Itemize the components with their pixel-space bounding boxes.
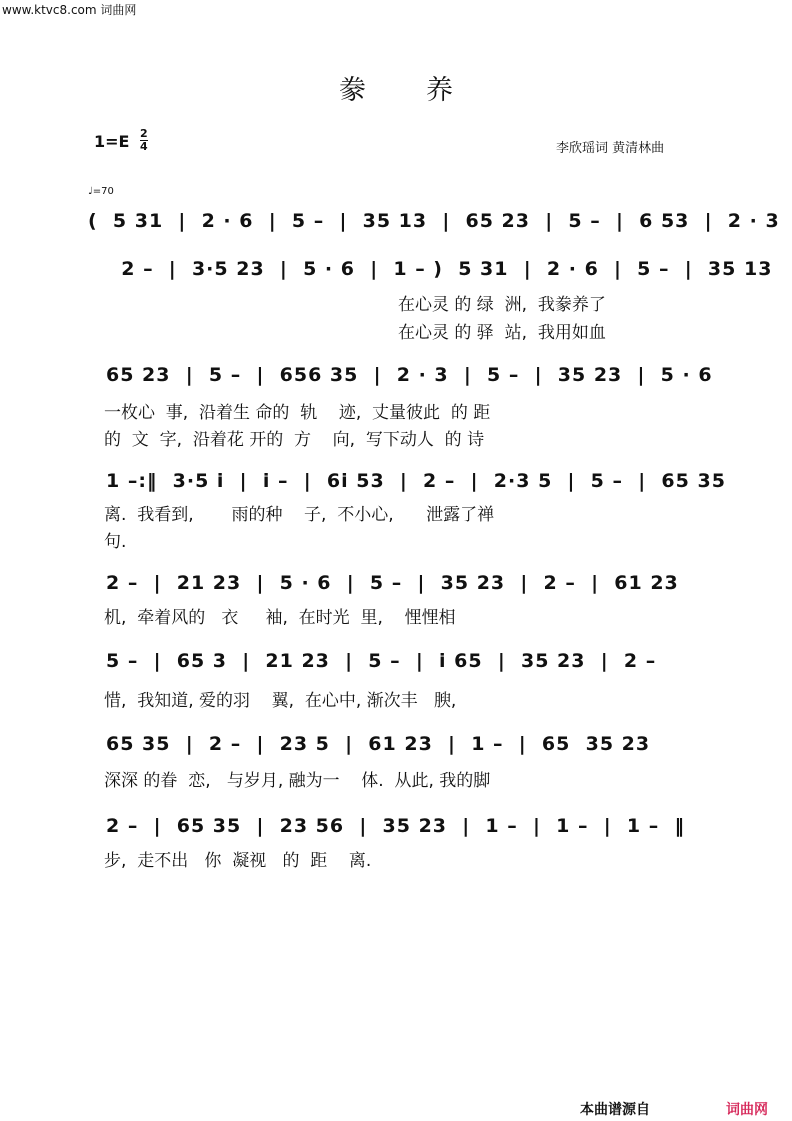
lyric-row-7: 深深 的眷 恋, 与岁月, 融为一 体. 从此, 我的脚 — [104, 771, 491, 791]
notation-row-5: 2 – | 21 23 | 5 · 6 | 5 – | 35 23 | 2 – | 61 23 — [106, 572, 679, 594]
notation-row-3: 65 23 | 5 – | 656 35 | 2 · 3 | 5 – | 35 23 | 5 · 6 — [106, 364, 713, 386]
notation-row-4: 1 –:‖ 3·5 i | i – | 6i 53 | 2 – | 2·3 5 | 5 – | 65 35 — [106, 470, 726, 492]
notation-row-7: 65 35 | 2 – | 23 5 | 61 23 | 1 – | 65 35 23 — [106, 733, 651, 755]
time-bottom: 4 — [140, 140, 148, 153]
lyric-row-5: 机, 牵着风的 衣 袖, 在时光 里, 悝悝相 — [104, 608, 456, 628]
lyric-row-8: 步, 走不出 你 凝视 的 距 离. — [104, 851, 372, 871]
lyric-row-6: 惜, 我知道, 爱的羽 翼, 在心中, 渐次丰 腴, — [104, 691, 457, 711]
footer-label: 本曲谱源自 — [580, 1102, 650, 1118]
time-top: 2 — [140, 127, 148, 140]
key-signature: 1=E — [94, 132, 130, 151]
notation-row-1: ( 5 31 | 2 · 6 | 5 – | 35 13 | 65 23 | 5 – | 6 53 | 2 · 3 — [88, 210, 780, 232]
footer-brand-link[interactable]: 词曲网 — [726, 1102, 768, 1118]
lyric-row-4-verse-1: 离. 我看到, 雨的种 子, 不小心, 泄露了禅 — [104, 505, 495, 525]
lyric-row-2-verse-2: 在心灵 的 驿 站, 我用如血 — [398, 323, 606, 343]
lyric-row-4-verse-2: 句. — [104, 532, 127, 552]
notation-row-8: 2 – | 65 35 | 23 56 | 35 23 | 1 – | 1 – | 1 – ‖ — [106, 815, 685, 837]
lyric-row-2-verse-1: 在心灵 的 绿 洲, 我豢养了 — [398, 295, 606, 315]
notation-row-2: 2 – | 3·5 23 | 5 · 6 | 1 – ) 5 31 | 2 · 6 | 5 – | 35 13 — [106, 258, 773, 280]
song-title: 豢养 — [339, 75, 513, 106]
time-signature — [140, 128, 148, 153]
lyric-row-3-verse-2: 的 文 字, 沿着花 开的 方 向, 写下动人 的 诗 — [104, 430, 485, 450]
lyric-row-3-verse-1: 一枚心 事, 沿着生 命的 轨 迹, 丈量彼此 的 距 — [104, 403, 491, 423]
credits: 李欣瑶词 黄清林曲 — [556, 141, 665, 156]
notation-row-6: 5 – | 65 3 | 21 23 | 5 – | i 65 | 35 23 | 2 – — [106, 650, 657, 672]
tempo-marking: ♩=70 — [88, 186, 114, 197]
source-watermark: www.ktvc8.com 词曲网 — [2, 3, 137, 17]
